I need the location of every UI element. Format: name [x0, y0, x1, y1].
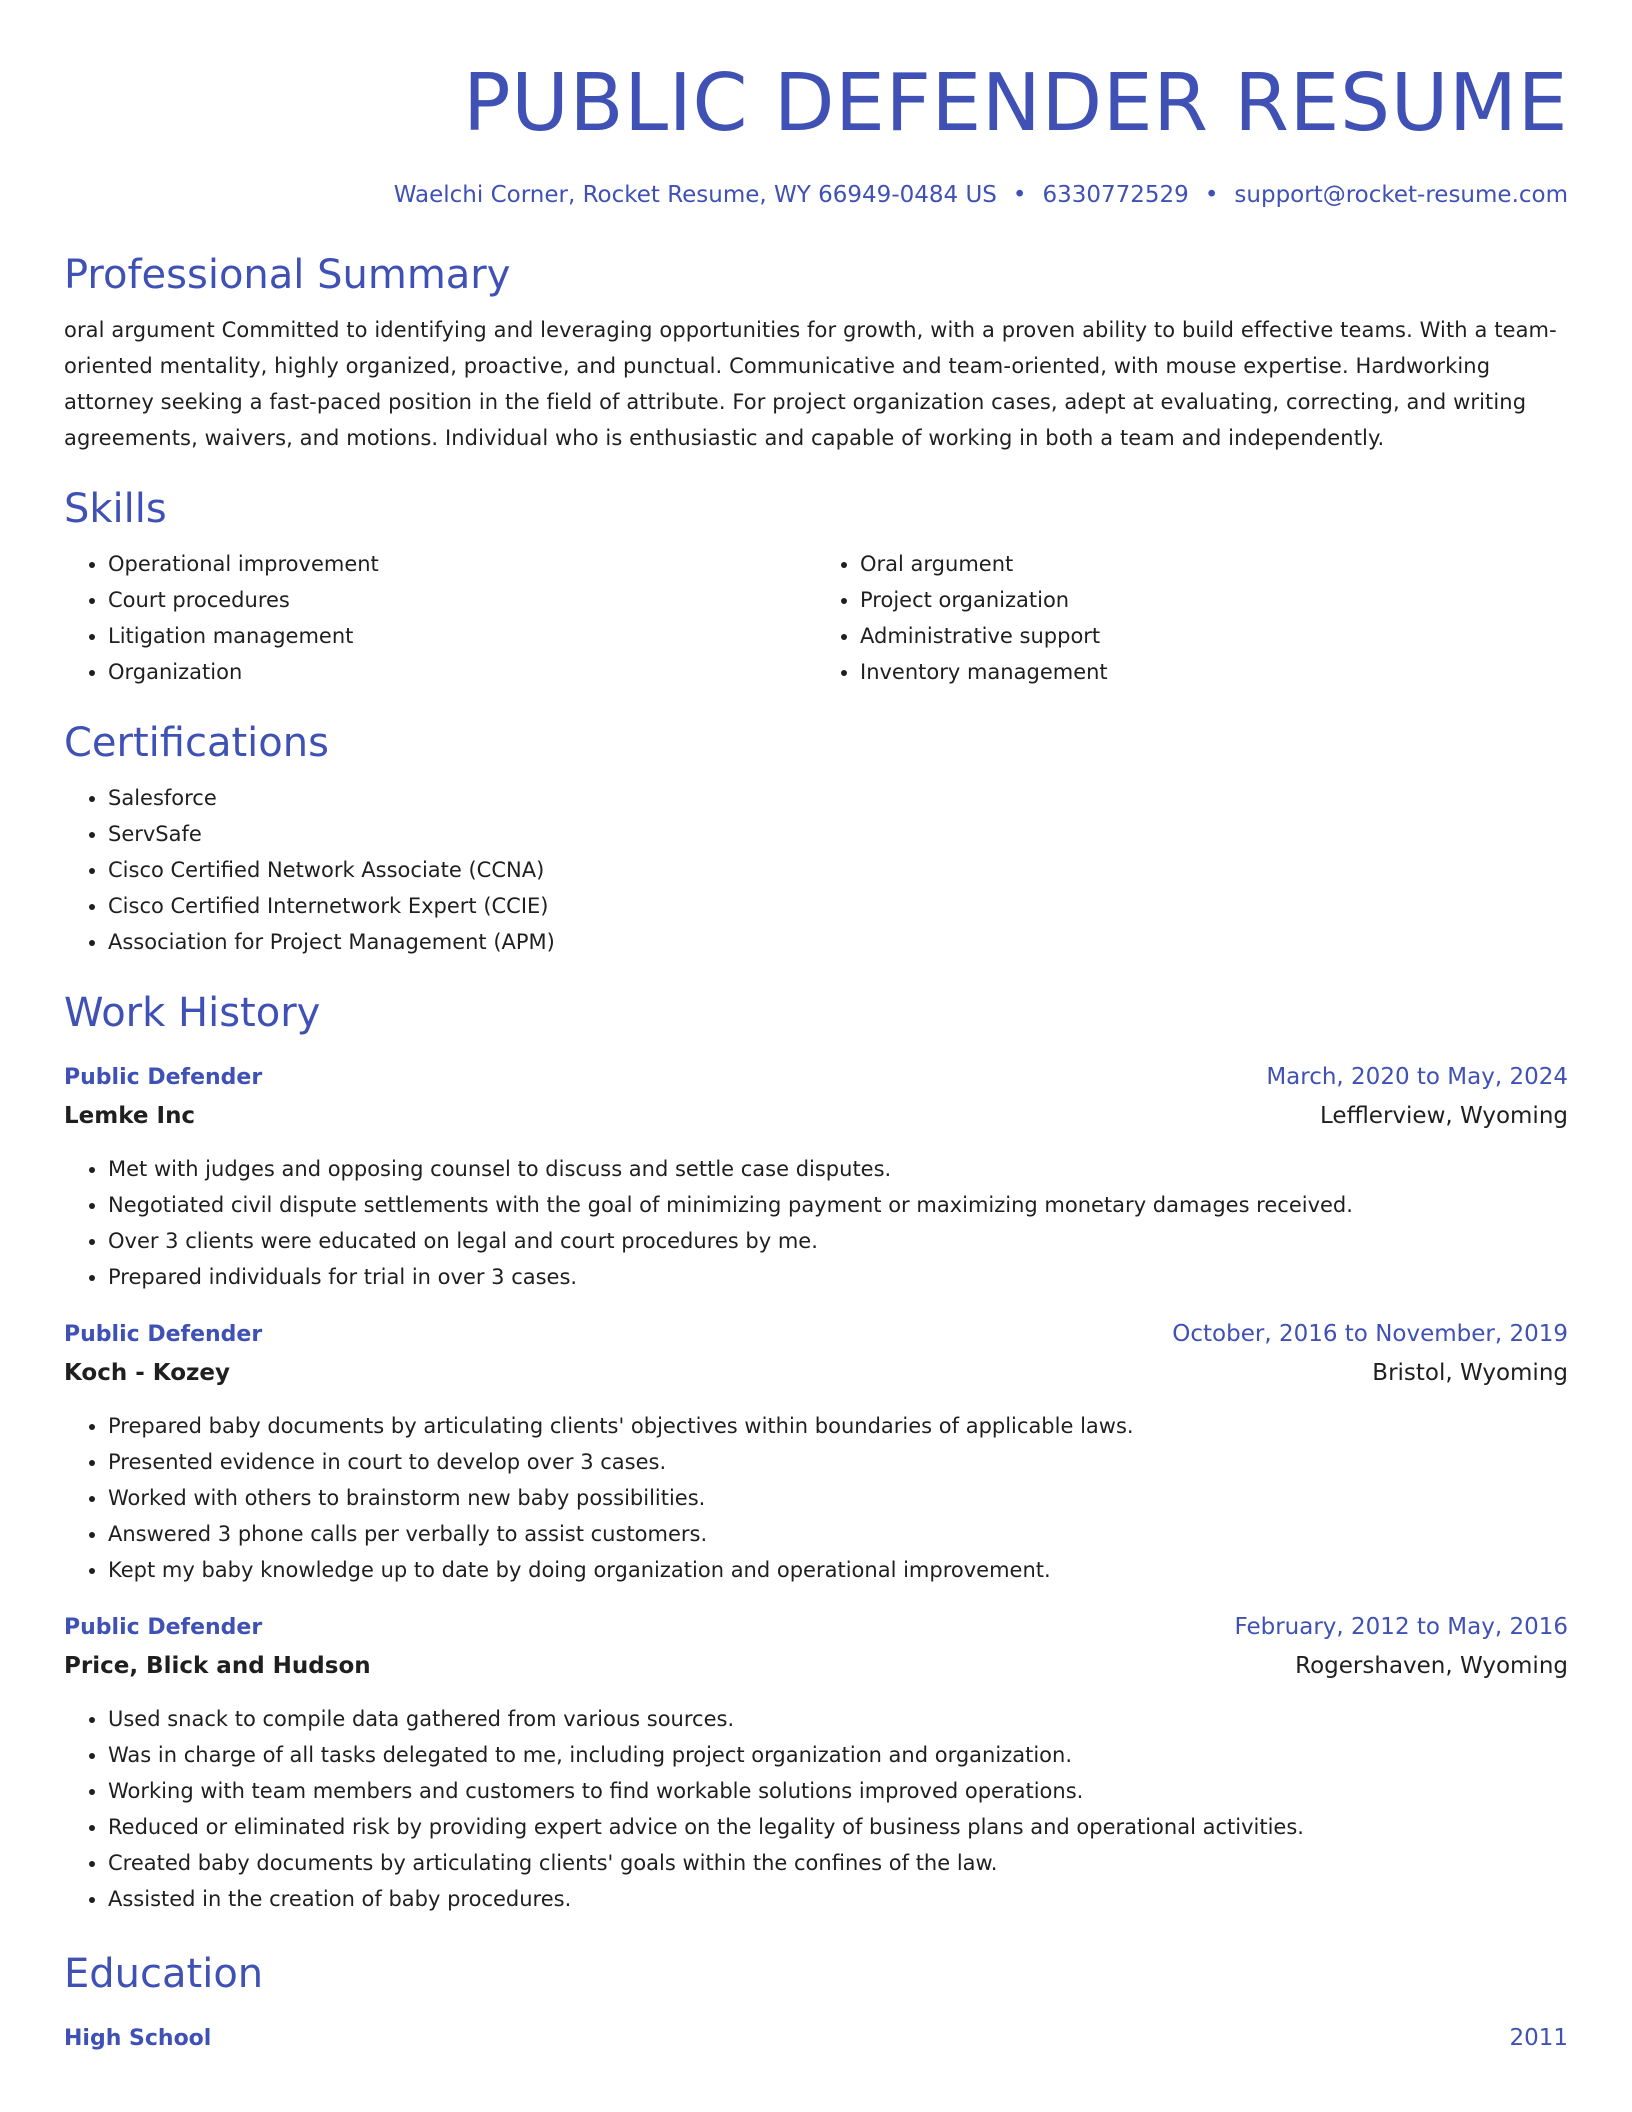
job-header: [64, 1608, 1568, 1647]
certification-item: • ServSafe: [108, 816, 1568, 852]
job-bullet: • Prepared baby documents by articulating clients' objectives within boundaries of applicable laws.: [108, 1408, 1568, 1444]
job-bullets: [64, 1701, 1568, 1917]
job-bullet: • Reduced or eliminated risk by providing expert advice on the legality of business plans and operational activities.: [108, 1809, 1568, 1845]
job-bullet: • Answered 3 phone calls per verbally to assist customers.: [108, 1516, 1568, 1552]
skills-column-right: [816, 546, 1568, 690]
resume-page: [64, 48, 1568, 2058]
job-location: Rogershaven, Wyoming: [1295, 1653, 1568, 1679]
resume-title: PUBLIC DEFENDER RESUME: [462, 57, 1568, 149]
job-title: Public Defender: [64, 1615, 263, 1640]
skill-item: • Oral argument: [860, 546, 1568, 582]
work-history-heading: Work History: [64, 990, 321, 1036]
job-bullet: • Presented evidence in court to develop over 3 cases.: [108, 1444, 1568, 1480]
job-dates: February, 2012 to May, 2016: [1234, 1614, 1568, 1640]
certification-item: • Cisco Certified Network Associate (CCNA): [108, 852, 1568, 888]
job-subheader: [64, 1647, 1568, 1685]
certification-item: • Association for Project Management (APM): [108, 924, 1568, 960]
education-entry: [64, 2019, 1568, 2058]
certification-item: • Salesforce: [108, 780, 1568, 816]
contact-line: [64, 180, 1568, 210]
job-bullet: • Worked with others to brainstorm new baby possibilities.: [108, 1480, 1568, 1516]
contact-phone: 6330772529: [1042, 182, 1189, 208]
job-bullet: • Prepared individuals for trial in over 3 cases.: [108, 1259, 1568, 1295]
job-subheader: [64, 1354, 1568, 1392]
skill-item: • Operational improvement: [108, 546, 816, 582]
job-bullet: • Assisted in the creation of baby procedures.: [108, 1881, 1568, 1917]
certifications-list: [64, 780, 1568, 960]
summary-text: oral argument Committed to identifying and leveraging opportunities for growth, with a proven ability to build effective teams. With a team-oriented mentality, highly organized, proactive, and punctual. Communicative and team-oriented, with mouse expertise. Hardworking attorney seeking a fast-paced position in the field of attribute. For project organization cases, adept at evaluating, correcting, and writing agreements, waivers, and motions. Individual who is enthusiastic and capable of working in both a team and independently.: [64, 318, 1557, 450]
job-dates: March, 2020 to May, 2024: [1266, 1064, 1568, 1090]
job-subheader: [64, 1097, 1568, 1135]
job-company: Price, Blick and Hudson: [64, 1653, 371, 1679]
certification-item: • Cisco Certified Internetwork Expert (CCIE): [108, 888, 1568, 924]
job-company: Lemke Inc: [64, 1103, 196, 1129]
job-header: [64, 1315, 1568, 1354]
job-entry: [64, 1058, 1568, 1295]
job-bullets: [64, 1151, 1568, 1295]
job-location: Lefflerview, Wyoming: [1320, 1103, 1568, 1129]
job-entry: [64, 1315, 1568, 1588]
skill-item: • Administrative support: [860, 618, 1568, 654]
job-company: Koch - Kozey: [64, 1360, 230, 1386]
contact-separator: •: [1012, 182, 1027, 208]
skills-list: [64, 534, 1568, 690]
certifications-heading: Certifications: [64, 720, 329, 766]
contact-address: Waelchi Corner, Rocket Resume, WY 66949-0484 US: [393, 182, 997, 208]
job-bullet: • Met with judges and opposing counsel to discuss and settle case disputes.: [108, 1151, 1568, 1187]
contact-separator: •: [1204, 182, 1219, 208]
job-bullet: • Used snack to compile data gathered from various sources.: [108, 1701, 1568, 1737]
skills-heading: Skills: [64, 486, 167, 532]
education-year: 2011: [1509, 2025, 1568, 2051]
job-bullet: • Kept my baby knowledge up to date by doing organization and operational improvement.: [108, 1552, 1568, 1588]
job-entry: [64, 1608, 1568, 1917]
skills-column-left: [64, 546, 816, 690]
job-header: [64, 1058, 1568, 1097]
job-title: Public Defender: [64, 1322, 263, 1347]
skill-item: • Litigation management: [108, 618, 816, 654]
skill-item: • Project organization: [860, 582, 1568, 618]
job-title: Public Defender: [64, 1065, 263, 1090]
education-heading: Education: [64, 1951, 264, 1997]
summary-heading: Professional Summary: [64, 252, 511, 298]
job-bullets: [64, 1408, 1568, 1588]
education-degree: High School: [64, 2026, 212, 2051]
job-location: Bristol, Wyoming: [1372, 1360, 1568, 1386]
skill-item: • Organization: [108, 654, 816, 690]
job-bullet: • Negotiated civil dispute settlements with the goal of minimizing payment or maximizing monetary damages received.: [108, 1187, 1568, 1223]
job-dates: October, 2016 to November, 2019: [1172, 1321, 1568, 1347]
job-bullet: • Working with team members and customers to find workable solutions improved operations.: [108, 1773, 1568, 1809]
job-bullet: • Over 3 clients were educated on legal and court procedures by me.: [108, 1223, 1568, 1259]
skill-item: • Court procedures: [108, 582, 816, 618]
job-bullet: • Created baby documents by articulating clients' goals within the confines of the law.: [108, 1845, 1568, 1881]
skill-item: • Inventory management: [860, 654, 1568, 690]
job-bullet: • Was in charge of all tasks delegated to me, including project organization and organization.: [108, 1737, 1568, 1773]
contact-email[interactable]: support@rocket-resume.com: [1234, 182, 1568, 208]
